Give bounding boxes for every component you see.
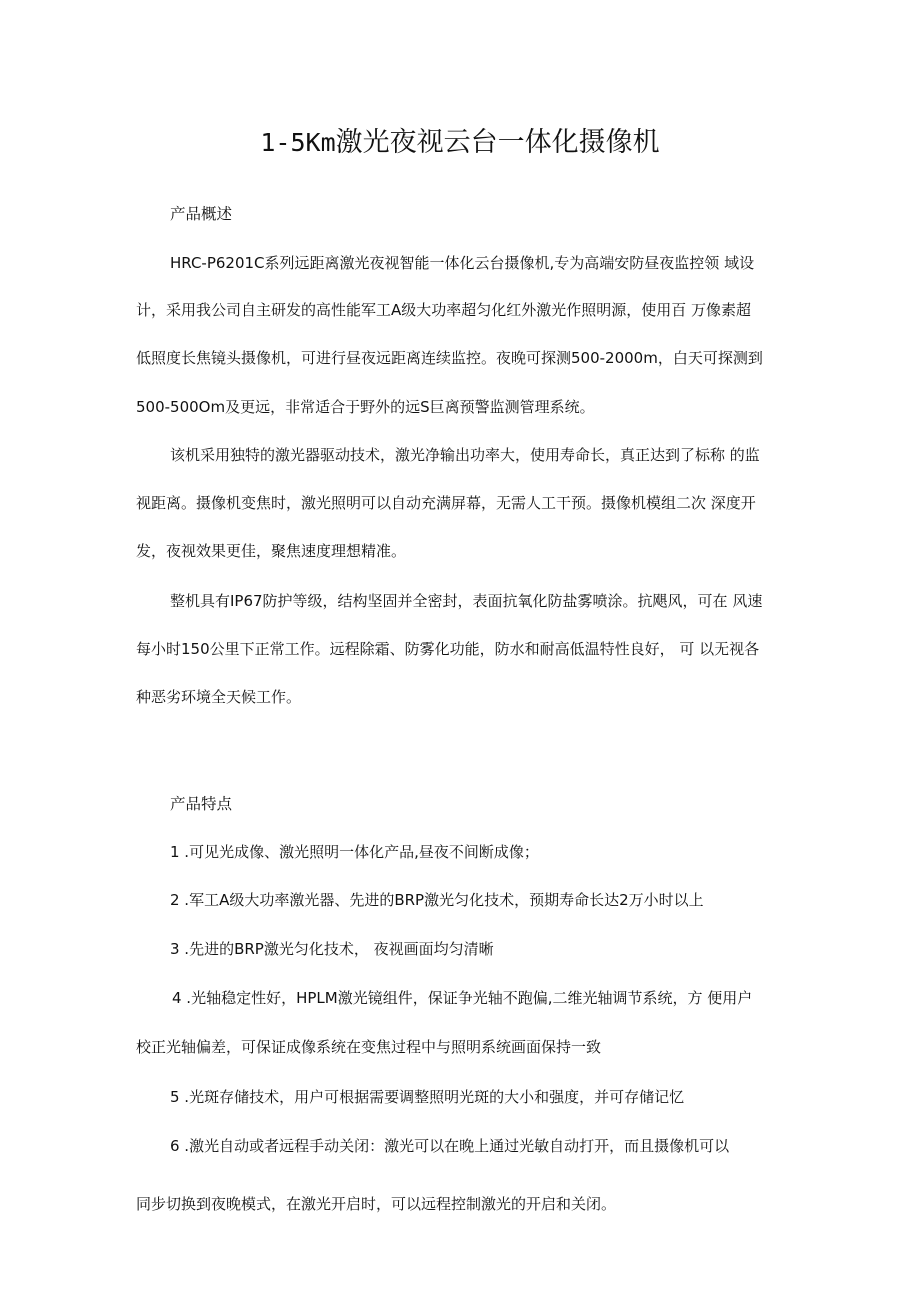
- overview-line: 500-500Om及更远，非常适合于野外的远S巨离预警监测管理系统。: [136, 398, 595, 416]
- title-product-name: 激光夜视云台一体化摄像机: [335, 127, 660, 158]
- feature-item: 3 .先进的BRP激光匀化技术， 夜视画面均匀清晰: [170, 940, 494, 958]
- feature-item-continuation: 同步切换到夜晚模式，在激光开启时，可以远程控制激光的开启和关闭。: [136, 1195, 617, 1213]
- overview-line: 视距离。摄像机变焦时，激光照明可以自动充满屏幕，无需人工干预。摄像机模组二次 深度开: [136, 494, 756, 512]
- overview-line: 每小时150公里下正常工作。远程除霜、防雾化功能，防水和耐高低温特性良好， 可 以无视各: [136, 640, 760, 658]
- overview-line: 发，夜视效果更佳，聚焦速度理想精准。: [136, 542, 407, 560]
- title-range: 1-5Km: [260, 128, 336, 157]
- overview-heading: 产品概述: [170, 205, 233, 223]
- overview-line: HRC-P6201C系列远距离激光夜视智能一体化云台摄像机,专为高端安防昼夜监控领 域设: [170, 254, 755, 272]
- feature-item: 6 .激光自动或者远程手动关闭：激光可以在晚上通过光敏自动打开，而且摄像机可以: [170, 1137, 730, 1155]
- feature-item: 5 .光斑存储技术，用户可根据需要调整照明光斑的大小和强度，并可存储记忆: [170, 1088, 685, 1106]
- overview-line: 种恶劣环境全天候工作。: [136, 688, 302, 706]
- overview-line: 整机具有IP67防护等级，结构坚固并全密封，表面抗氧化防盐雾喷涂。抗飓风，可在 风速: [170, 592, 763, 610]
- overview-line: 低照度长焦镜头摄像机，可进行昼夜远距离连续监控。夜晚可探测500-2000m，白天可探测到: [136, 349, 763, 367]
- document-title: [0, 120, 920, 159]
- feature-item: 1 .可见光成像、激光照明一体化产品,昼夜不间断成像；: [170, 843, 539, 861]
- overview-line: 该机采用独特的激光器驱动技术，激光净输出功率大，使用寿命长，真正达到了标称 的监: [170, 446, 760, 464]
- feature-item: 4 .光轴稳定性好，HPLM激光镜组件，保证争光轴不跑偏,二维光轴调节系统，方 便用户: [172, 989, 753, 1007]
- feature-item-continuation: 校正光轴偏差，可保证成像系统在变焦过程中与照明系统画面保持一致: [136, 1038, 602, 1056]
- overview-line: 计，采用我公司自主研发的高性能军工A级大功率超匀化红外激光作照明源，使用百 万像素超: [136, 301, 752, 319]
- feature-item: 2 .军工A级大功率激光器、先进的BRP激光匀化技术，预期寿命长达2万小时以上: [170, 891, 704, 909]
- features-heading: 产品特点: [170, 795, 233, 813]
